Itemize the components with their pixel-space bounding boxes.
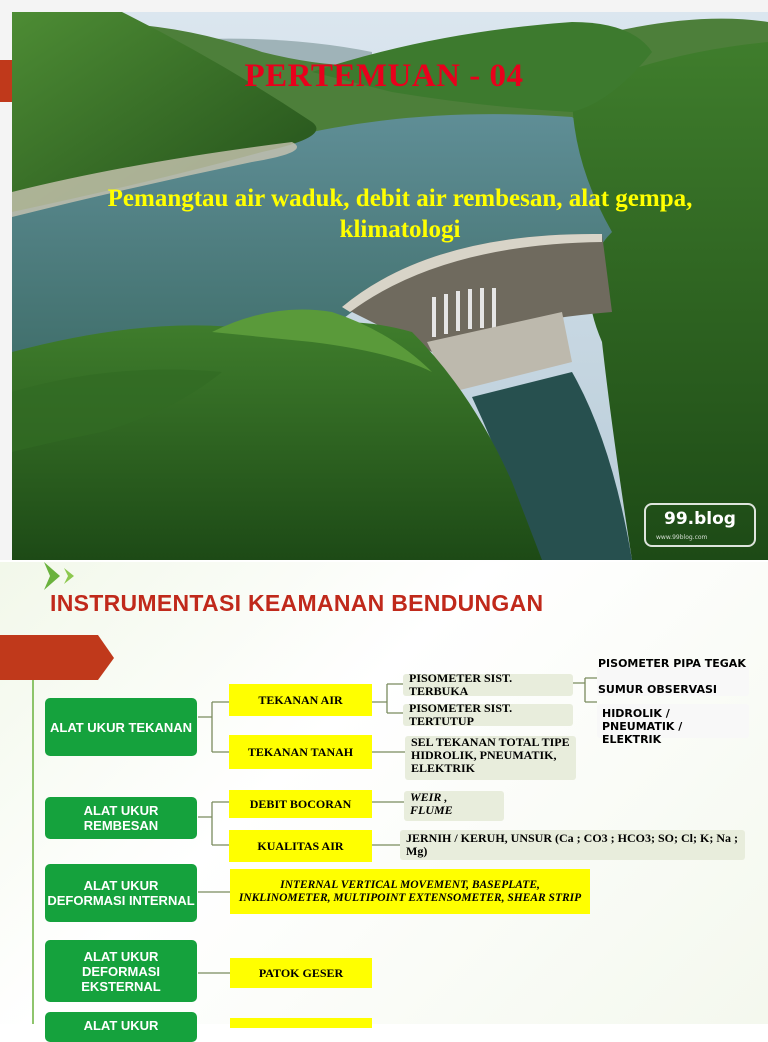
chevron-icon: [64, 568, 74, 584]
watermark-logo: [644, 503, 756, 547]
slide-title: INSTRUMENTASI KEAMANAN BENDUNGAN: [50, 590, 544, 616]
detail-sumur-observasi-text: SUMUR OBSERVASI: [598, 683, 717, 696]
item-deformasi-internal: INTERNAL VERTICAL MOVEMENT, BASEPLATE, INKLINOMETER, MULTIPOINT EXTENSOMETER, SHEAR STRIP: [230, 869, 590, 914]
detail-hidrolik-pneumatik: HIDROLIK / PNEUMATIK / ELEKTRIK: [597, 704, 749, 738]
item-kualitas-air: KUALITAS AIR: [229, 830, 372, 862]
watermark-url: www.99blog.com: [656, 534, 708, 541]
diagram-slide: [0, 562, 768, 1033]
detail-weir-text: WEIR ,: [410, 790, 448, 804]
item-debit-bocoran: DEBIT BOCORAN: [229, 790, 372, 818]
detail-sel-tekanan-total: SEL TEKANAN TOTAL TIPE HIDROLIK, PNEUMATIK, ELEKTRIK: [405, 736, 576, 780]
category-alat-ukur: ALAT UKUR: [45, 1012, 197, 1042]
item-tekanan-tanah: TEKANAN TANAH: [229, 735, 372, 769]
item-partial: [230, 1018, 372, 1028]
item-patok-geser: PATOK GESER: [230, 958, 372, 988]
detail-pisometer-tertutup: PISOMETER SIST. TERTUTUP: [403, 704, 573, 726]
detail-pisometer-terbuka: PISOMETER SIST. TERBUKA: [403, 674, 573, 696]
item-tekanan-air: TEKANAN AIR: [229, 684, 372, 716]
chevron-icon: [44, 562, 60, 590]
slide-subtitle: Pemangtau air waduk, debit air rembesan, alat gempa, klimatologi: [107, 185, 693, 243]
category-alat-ukur-deformasi-internal: ALAT UKUR DEFORMASI INTERNAL: [45, 864, 197, 922]
detail-pisometer-pipa-tegak: [597, 657, 749, 696]
category-alat-ukur-tekanan: ALAT UKUR TEKANAN: [45, 698, 197, 756]
detail-weir-flume: [404, 791, 504, 821]
slide-title: PERTEMUAN - 04: [244, 58, 524, 94]
category-alat-ukur-deformasi-eksternal: ALAT UKUR DEFORMASI EKSTERNAL: [45, 940, 197, 1002]
detail-flume-text: FLUME: [410, 803, 453, 817]
category-alat-ukur-rembesan: ALAT UKUR REMBESAN: [45, 797, 197, 839]
detail-pisometer-pipa-tegak-text: PISOMETER PIPA TEGAK: [598, 657, 746, 670]
watermark-text: 99.blog: [664, 509, 736, 529]
detail-kualitas-unsur: JERNIH / KERUH, UNSUR (Ca ; CO3 ; HCO3; SO; Cl; K; Na ; Mg): [400, 830, 745, 860]
arrow-tab-icon: [0, 635, 114, 680]
